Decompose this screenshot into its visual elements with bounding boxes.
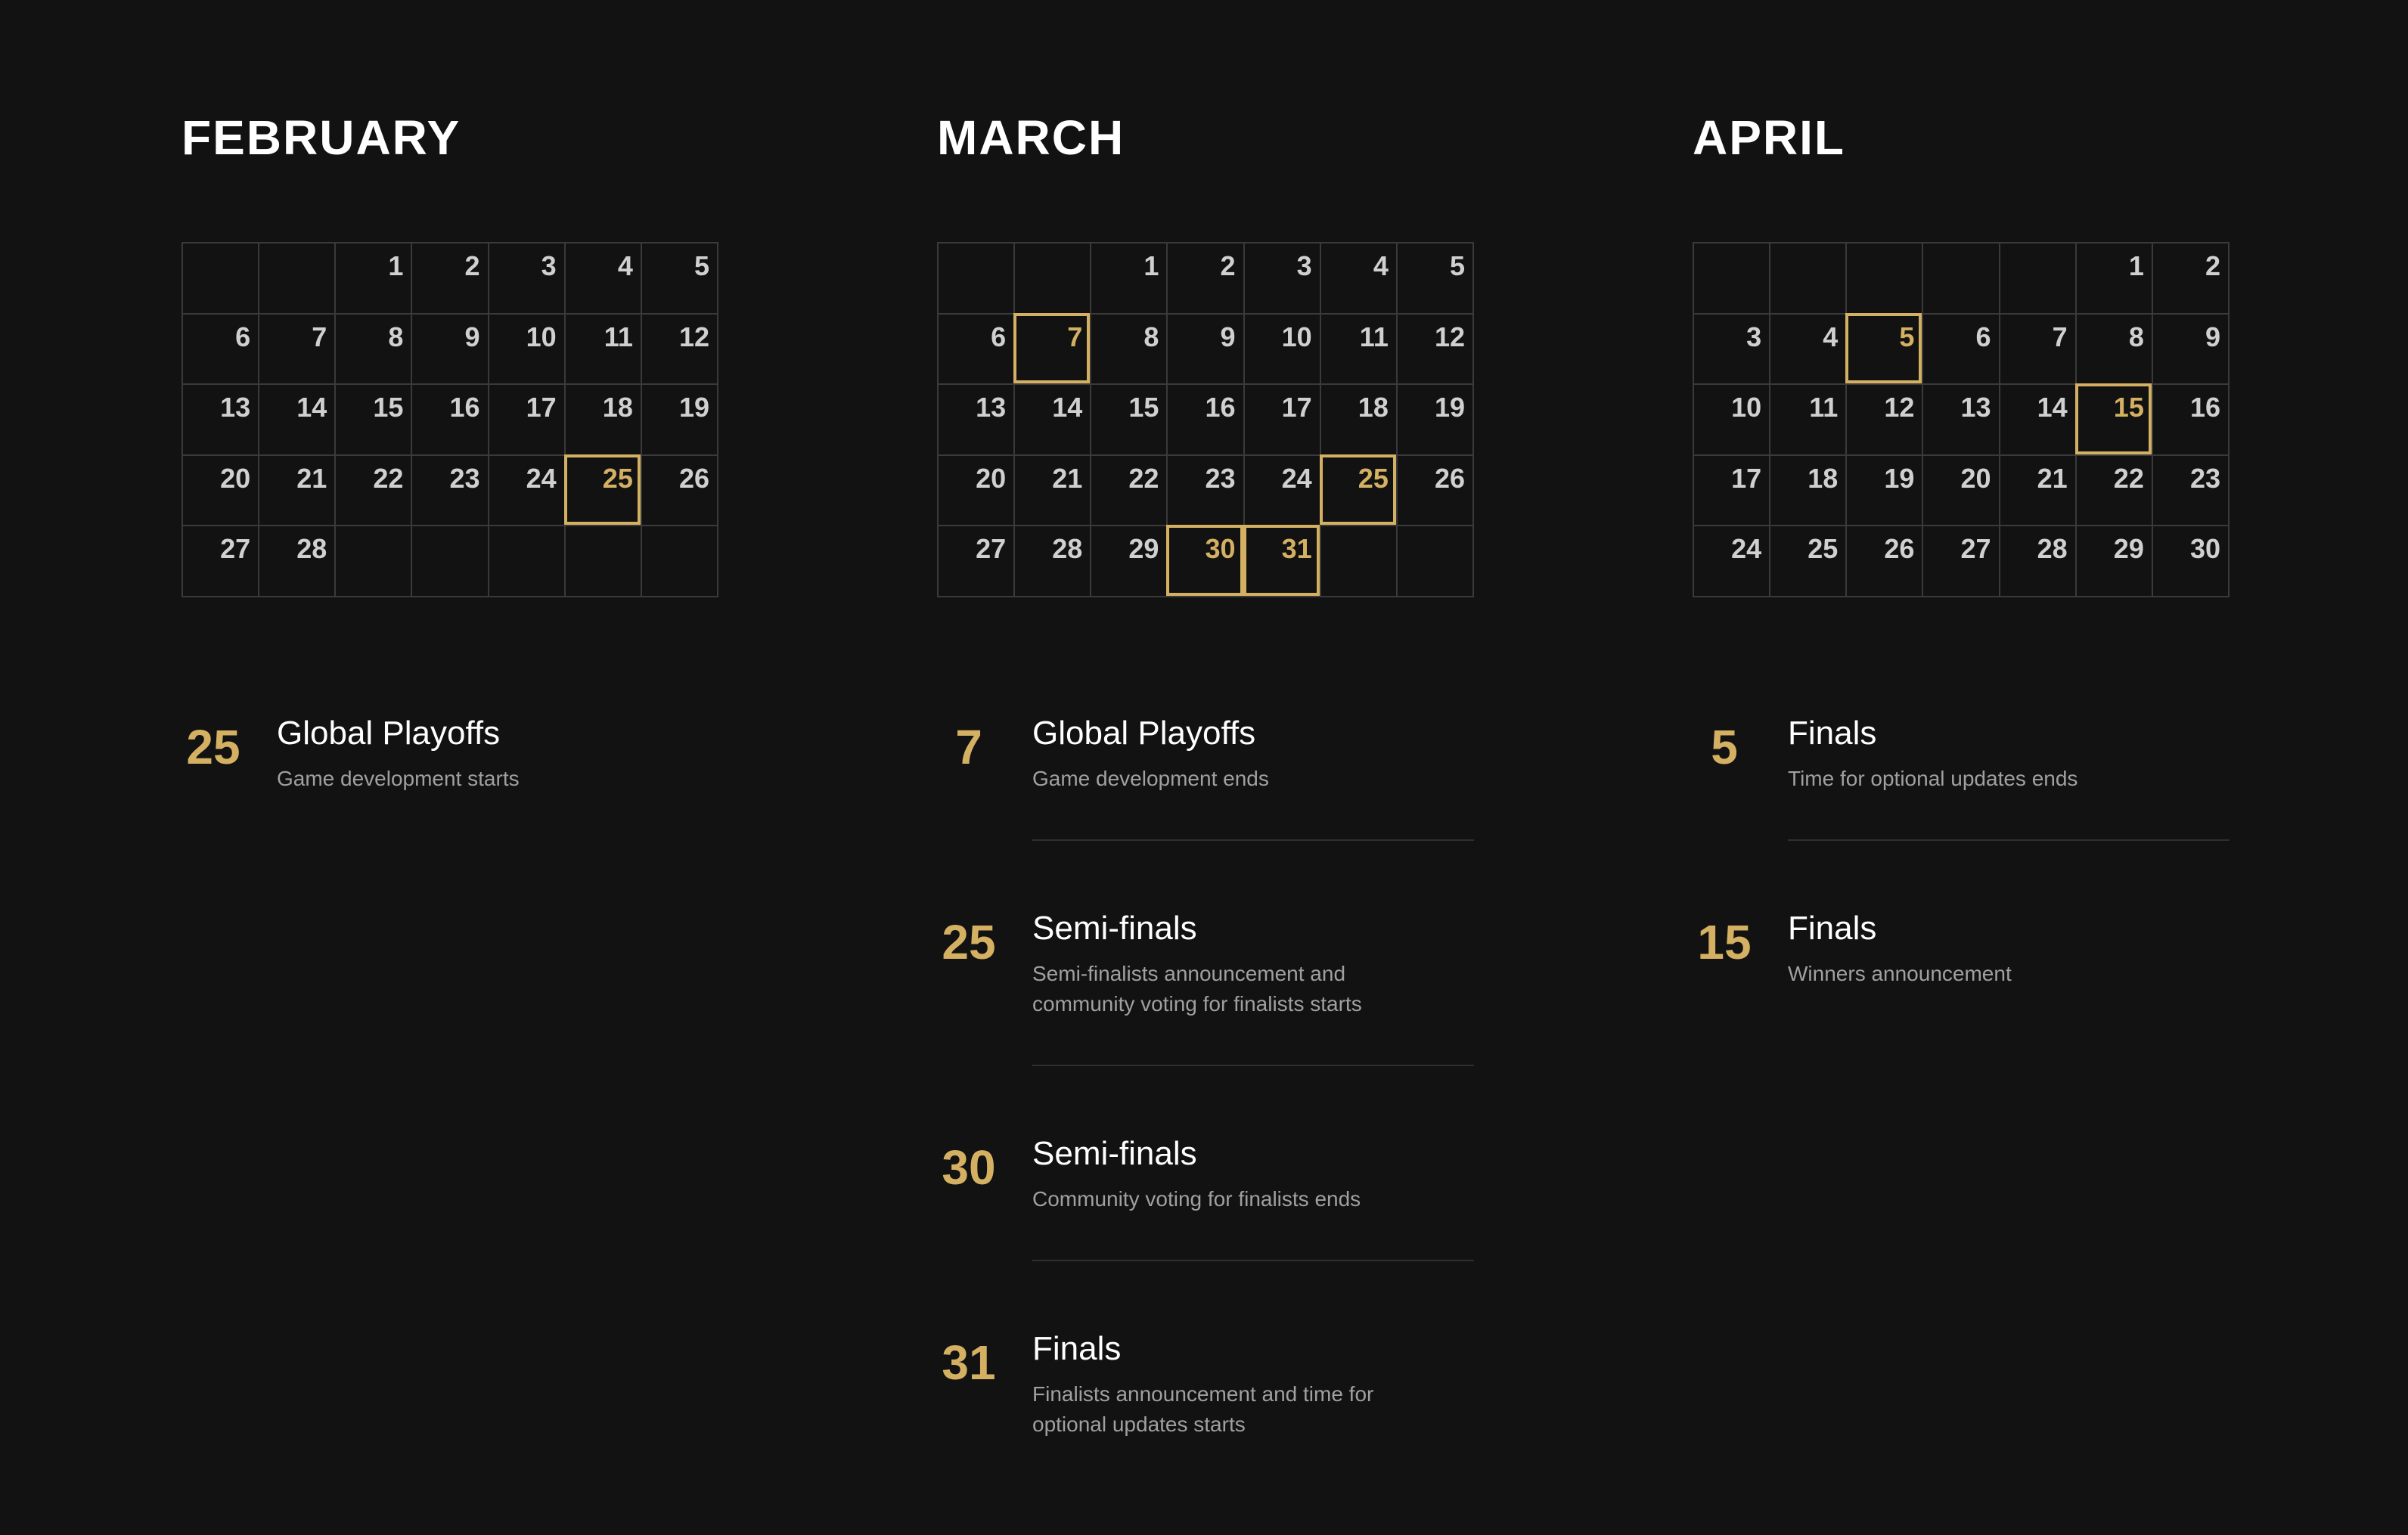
calendar-day[interactable]: 19 xyxy=(1398,385,1474,456)
calendar-day[interactable]: 19 xyxy=(1847,456,1923,527)
calendar-empty-cell xyxy=(642,526,718,597)
event-title: Global Playoffs xyxy=(277,715,501,752)
event-title: Finals xyxy=(1788,910,1877,947)
calendar-day-highlighted[interactable]: 25 xyxy=(566,456,642,527)
event-list xyxy=(937,711,1474,1440)
calendar-day-highlighted[interactable]: 30 xyxy=(1168,526,1244,597)
calendar-empty-cell xyxy=(1770,243,1847,315)
calendar-day-highlighted[interactable]: 5 xyxy=(1847,315,1923,386)
calendar-day[interactable]: 26 xyxy=(1847,526,1923,597)
calendar-day[interactable]: 17 xyxy=(1245,385,1321,456)
calendar-day[interactable]: 20 xyxy=(1923,456,2000,527)
event-description: Semi-finalists announcement and community voting for finalists starts xyxy=(1032,962,1362,1016)
calendar-day[interactable]: 13 xyxy=(939,385,1015,456)
event-day: 5 xyxy=(1711,720,1738,774)
calendar-day[interactable]: 21 xyxy=(2000,456,2077,527)
calendar-day[interactable]: 9 xyxy=(2153,315,2230,386)
calendar-day-highlighted[interactable]: 25 xyxy=(1321,456,1398,527)
calendar-day[interactable]: 10 xyxy=(1694,385,1770,456)
event-item xyxy=(1693,906,2230,989)
calendar-day[interactable]: 17 xyxy=(1694,456,1770,527)
calendar-empty-cell xyxy=(489,526,566,597)
calendar-day[interactable]: 22 xyxy=(2077,456,2153,527)
event-day: 30 xyxy=(942,1140,996,1195)
calendar-day[interactable]: 12 xyxy=(1398,315,1474,386)
calendar-day[interactable]: 23 xyxy=(412,456,489,527)
event-divider xyxy=(1788,839,2230,841)
calendar-day[interactable]: 28 xyxy=(1015,526,1091,597)
calendar-empty-cell xyxy=(1015,243,1091,315)
calendar-day[interactable]: 20 xyxy=(939,456,1015,527)
calendar-day[interactable]: 14 xyxy=(1015,385,1091,456)
calendar-empty-cell xyxy=(2000,243,2077,315)
calendar-day[interactable]: 18 xyxy=(1770,456,1847,527)
calendar-day[interactable]: 24 xyxy=(489,456,566,527)
calendar-day[interactable]: 11 xyxy=(566,315,642,386)
event-day: 25 xyxy=(186,720,240,774)
calendar-empty-cell xyxy=(412,526,489,597)
calendar-day[interactable]: 1 xyxy=(1091,243,1168,315)
calendar-day[interactable]: 5 xyxy=(642,243,718,315)
calendar-day[interactable]: 21 xyxy=(259,456,336,527)
event-description: Community voting for finalists ends xyxy=(1032,1187,1361,1211)
calendar-day[interactable]: 6 xyxy=(939,315,1015,386)
calendar-day[interactable]: 16 xyxy=(1168,385,1244,456)
month-title: FEBRUARY xyxy=(182,110,461,165)
event-item xyxy=(937,1326,1474,1440)
event-divider xyxy=(1032,1065,1474,1066)
event-description: Game development ends xyxy=(1032,767,1269,790)
calendar-day[interactable]: 7 xyxy=(259,315,336,386)
calendar-day[interactable]: 27 xyxy=(1923,526,2000,597)
calendar-day[interactable]: 1 xyxy=(336,243,412,315)
calendar-day[interactable]: 22 xyxy=(336,456,412,527)
calendar-day[interactable]: 6 xyxy=(1923,315,2000,386)
event-day: 31 xyxy=(942,1335,996,1390)
calendar-empty-cell xyxy=(939,243,1015,315)
calendar-day-highlighted[interactable]: 15 xyxy=(2077,385,2153,456)
calendar-day[interactable]: 13 xyxy=(1923,385,2000,456)
calendar-day[interactable]: 9 xyxy=(412,315,489,386)
calendar-day[interactable]: 23 xyxy=(1168,456,1244,527)
calendar-day[interactable]: 24 xyxy=(1694,526,1770,597)
calendar-day[interactable]: 10 xyxy=(489,315,566,386)
event-title: Semi-finals xyxy=(1032,910,1197,947)
calendar-day[interactable]: 3 xyxy=(1245,243,1321,315)
calendar-day[interactable]: 4 xyxy=(566,243,642,315)
event-day: 25 xyxy=(942,915,996,969)
calendar-empty-cell xyxy=(1847,243,1923,315)
calendar-day[interactable]: 8 xyxy=(1091,315,1168,386)
calendar-day[interactable]: 7 xyxy=(2000,315,2077,386)
event-divider xyxy=(1032,1260,1474,1261)
calendar-day[interactable]: 26 xyxy=(642,456,718,527)
calendar-day[interactable]: 28 xyxy=(2000,526,2077,597)
event-title: Global Playoffs xyxy=(1032,715,1256,752)
calendar-day[interactable]: 4 xyxy=(1770,315,1847,386)
calendar-day[interactable]: 15 xyxy=(336,385,412,456)
calendar-day[interactable]: 28 xyxy=(259,526,336,597)
calendar-day[interactable]: 16 xyxy=(2153,385,2230,456)
calendar-day[interactable]: 18 xyxy=(566,385,642,456)
calendar-day[interactable]: 14 xyxy=(2000,385,2077,456)
event-description: Winners announcement xyxy=(1788,962,2012,985)
calendar-empty-cell xyxy=(1923,243,2000,315)
calendar-day[interactable]: 18 xyxy=(1321,385,1398,456)
calendar-day[interactable]: 11 xyxy=(1770,385,1847,456)
calendar-day[interactable]: 21 xyxy=(1015,456,1091,527)
month-title: APRIL xyxy=(1693,110,1845,165)
calendar-day[interactable]: 10 xyxy=(1245,315,1321,386)
calendar-day[interactable]: 14 xyxy=(259,385,336,456)
event-item xyxy=(937,1131,1474,1214)
calendar-day[interactable]: 19 xyxy=(642,385,718,456)
event-title: Finals xyxy=(1032,1330,1122,1367)
event-day: 7 xyxy=(955,720,982,774)
event-title: Semi-finals xyxy=(1032,1135,1197,1172)
calendar-day[interactable]: 30 xyxy=(2153,526,2230,597)
calendar-day[interactable]: 13 xyxy=(183,385,259,456)
calendar-day[interactable]: 12 xyxy=(1847,385,1923,456)
calendar-day[interactable]: 11 xyxy=(1321,315,1398,386)
calendar-empty-cell xyxy=(336,526,412,597)
event-divider xyxy=(1032,839,1474,841)
calendar-day[interactable]: 2 xyxy=(1168,243,1244,315)
event-item xyxy=(937,906,1474,1019)
event-item xyxy=(1693,711,2230,794)
calendar-day[interactable]: 5 xyxy=(1398,243,1474,315)
calendar-day[interactable]: 2 xyxy=(2153,243,2230,315)
calendar-grid xyxy=(937,242,1474,597)
calendar-day-highlighted[interactable]: 7 xyxy=(1015,315,1091,386)
calendar-grid xyxy=(182,242,718,597)
event-description: Game development starts xyxy=(277,767,520,790)
calendar-day[interactable]: 15 xyxy=(1091,385,1168,456)
calendar-empty-cell xyxy=(566,526,642,597)
calendar-day[interactable]: 9 xyxy=(1168,315,1244,386)
calendar-day[interactable]: 1 xyxy=(2077,243,2153,315)
calendar-day[interactable]: 2 xyxy=(412,243,489,315)
event-list xyxy=(1693,711,2230,989)
event-title: Finals xyxy=(1788,715,1877,752)
calendar-empty-cell xyxy=(1321,526,1398,597)
event-day: 15 xyxy=(1697,915,1752,969)
calendar-day[interactable]: 22 xyxy=(1091,456,1168,527)
calendar-day[interactable]: 24 xyxy=(1245,456,1321,527)
calendar-empty-cell xyxy=(1694,243,1770,315)
calendar-day[interactable]: 29 xyxy=(2077,526,2153,597)
calendar-day[interactable]: 6 xyxy=(183,315,259,386)
calendar-day[interactable]: 25 xyxy=(1770,526,1847,597)
calendar-day[interactable]: 3 xyxy=(1694,315,1770,386)
event-description: Time for optional updates ends xyxy=(1788,767,2078,790)
calendar-day[interactable]: 20 xyxy=(183,456,259,527)
calendar-day[interactable]: 27 xyxy=(939,526,1015,597)
calendar-day[interactable]: 8 xyxy=(2077,315,2153,386)
calendar-day[interactable]: 17 xyxy=(489,385,566,456)
calendar-empty-cell xyxy=(183,243,259,315)
event-item xyxy=(182,711,718,794)
calendar-empty-cell xyxy=(1398,526,1474,597)
calendar-day[interactable]: 26 xyxy=(1398,456,1474,527)
calendar-grid xyxy=(1693,242,2230,597)
calendar-day[interactable]: 4 xyxy=(1321,243,1398,315)
event-item xyxy=(937,711,1474,794)
calendar-day[interactable]: 29 xyxy=(1091,526,1168,597)
calendar-day[interactable]: 23 xyxy=(2153,456,2230,527)
calendar-day[interactable]: 8 xyxy=(336,315,412,386)
calendar-empty-cell xyxy=(259,243,336,315)
calendar-day[interactable]: 3 xyxy=(489,243,566,315)
calendar-day-highlighted[interactable]: 31 xyxy=(1245,526,1321,597)
month-title: MARCH xyxy=(937,110,1125,165)
calendar-day[interactable]: 16 xyxy=(412,385,489,456)
calendar-day[interactable]: 12 xyxy=(642,315,718,386)
event-description: Finalists announcement and time for optional updates starts xyxy=(1032,1382,1374,1436)
event-list xyxy=(182,711,718,794)
calendar-day[interactable]: 27 xyxy=(183,526,259,597)
